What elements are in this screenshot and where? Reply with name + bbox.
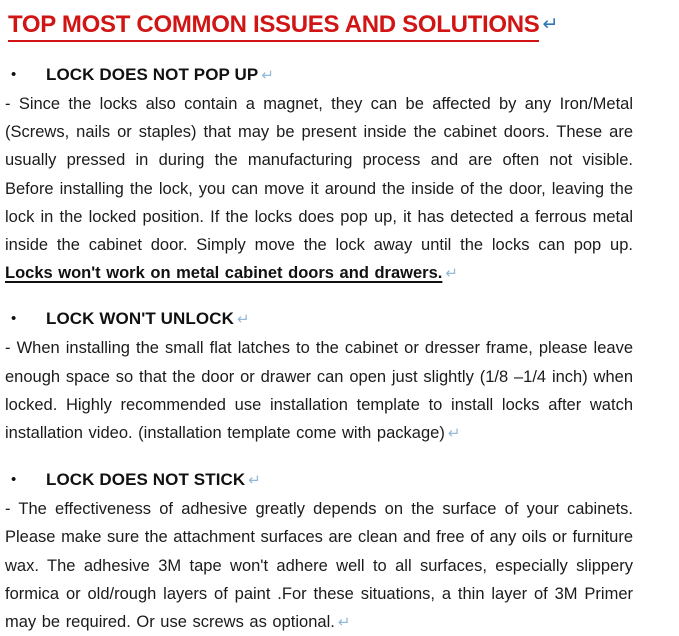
issue-body	[5, 334, 633, 447]
return-mark-icon: ↵	[237, 310, 250, 329]
page-title	[8, 8, 633, 41]
issue-heading-row	[5, 466, 633, 495]
page-title-text: TOP MOST COMMON ISSUES AND SOLUTIONS	[8, 11, 539, 42]
issue-body	[5, 90, 633, 287]
issue-body-text: - When installing the small flat latches to the cabinet or dresser frame, please leave enough space so that the door or drawer can open just slightly (1/8 –1/4 inch) when locked. Highly recommended use installation template to install locks after watch installation video. (installation template come with package)	[5, 339, 633, 443]
issue-section-unlock	[5, 305, 633, 447]
issue-title: LOCK WON'T UNLOCK	[46, 309, 234, 329]
return-mark-icon: ↵	[447, 424, 461, 443]
return-mark-icon: ↵	[261, 66, 274, 84]
issue-heading-row	[5, 305, 633, 334]
issue-body-text: - The effectiveness of adhesive greatly depends on the surface of your cabinets. Please make sure the attachment surfaces are clean and free of any oils or furniture wax. The adhesive 3M tape won't adhere well to all surfaces, especially slippery formica or old/rough layers of paint .For these situations, a thin layer of 3M Primer may be required. Or use screws as optional.	[5, 500, 633, 632]
issue-section-pop-up	[5, 61, 633, 287]
return-mark-icon: ↵	[248, 471, 261, 490]
issue-section-stick	[5, 466, 633, 636]
bullet-icon: •	[11, 310, 17, 328]
issue-body-text: - Since the locks also contain a magnet, they can be affected by any Iron/Metal (Screws, nails or staples) that may be present inside the cabinet doors. These are usually pressed in during the manufacturing process and are often not visible. Before installing the lock, you can move it around the inside of the door, leaving the lock in the locked position. If the locks does pop up, it has detected a ferrous metal inside the cabinet door. Simply move the lock away until the locks can pop up.	[5, 95, 633, 255]
bullet-icon: •	[11, 471, 17, 489]
return-mark-icon: ↵	[445, 264, 458, 283]
bullet-icon: •	[11, 66, 17, 83]
return-mark-icon: ↵	[337, 613, 351, 632]
return-mark-icon: ↵	[542, 13, 559, 35]
issue-body-emphasis: Locks won't work on metal cabinet doors and drawers.	[5, 264, 443, 283]
issue-body	[5, 495, 633, 636]
issue-title: LOCK DOES NOT STICK	[46, 470, 246, 490]
issue-heading-row	[5, 61, 633, 90]
issue-title: LOCK DOES NOT POP UP	[46, 65, 259, 84]
